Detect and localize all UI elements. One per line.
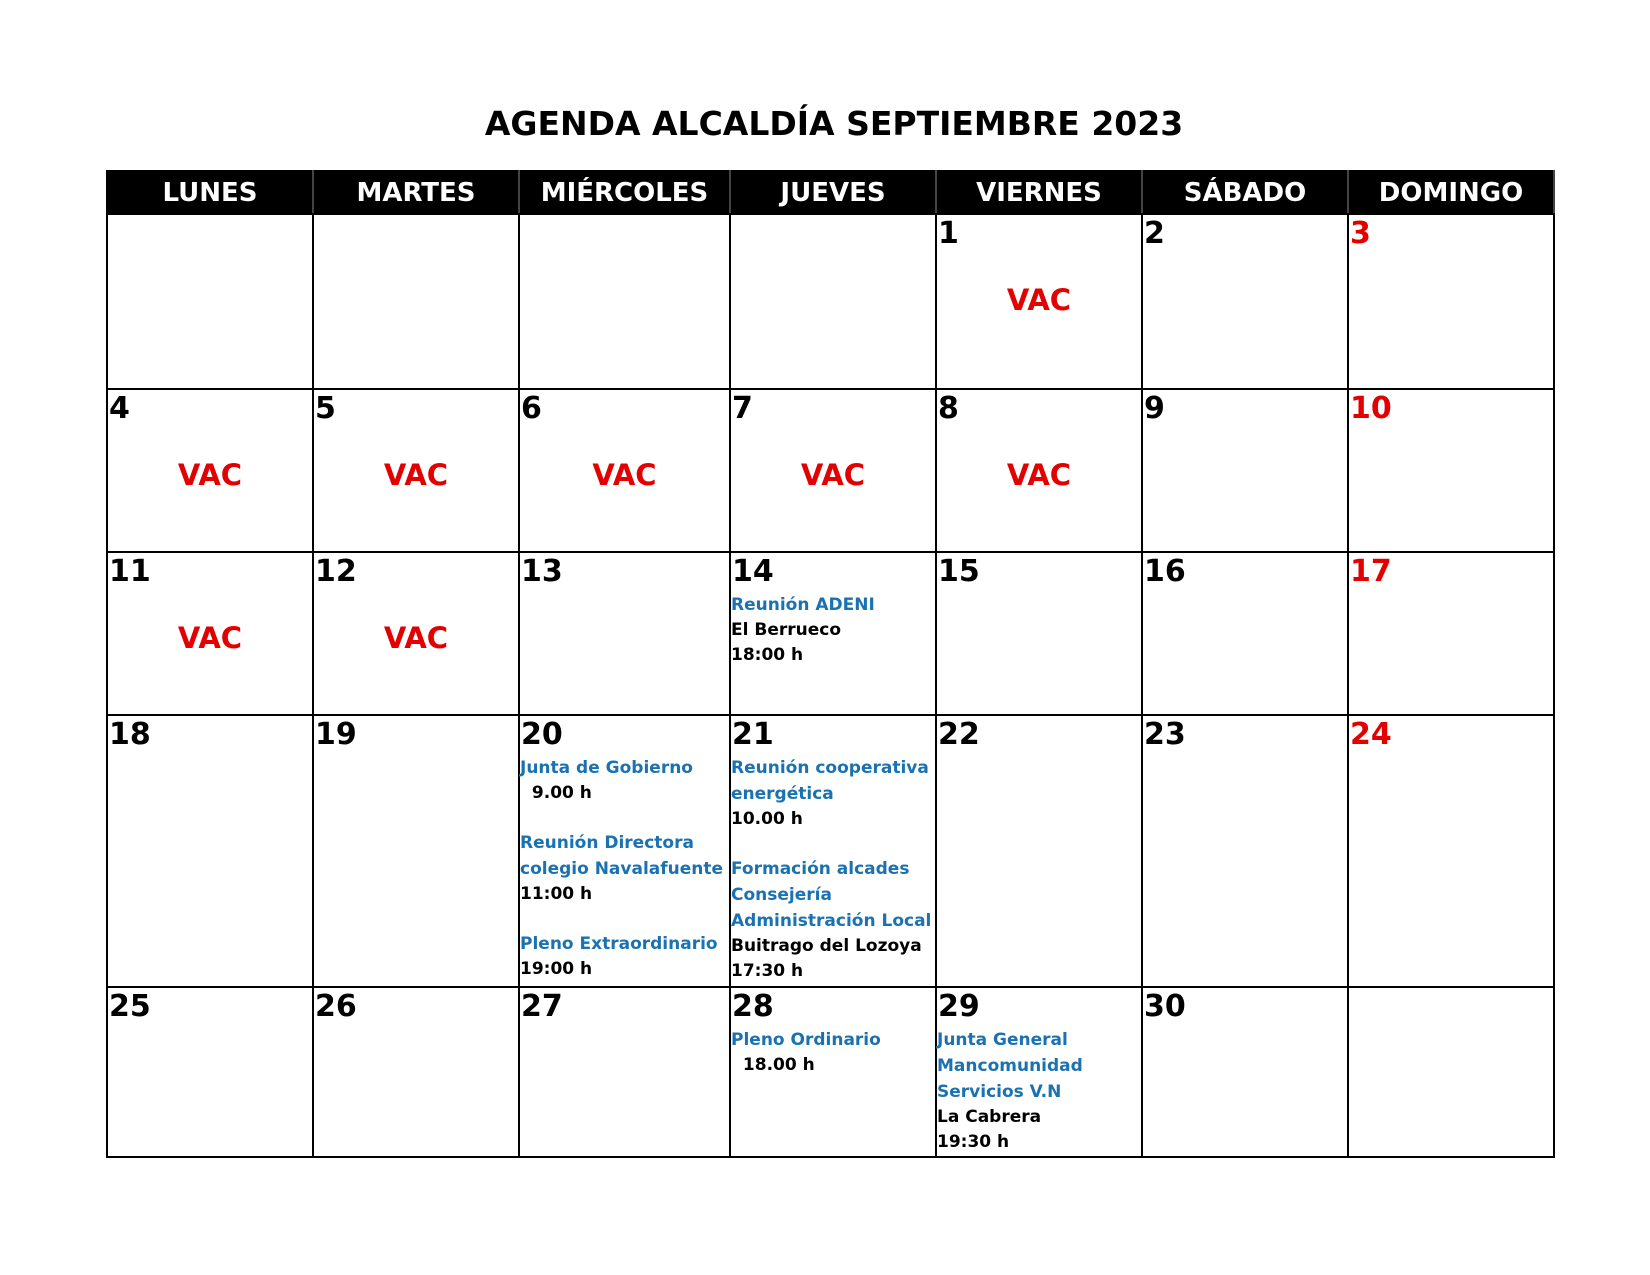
week-row: [107, 552, 1554, 715]
day-cell: [730, 389, 936, 552]
day-number: 16: [1144, 554, 1186, 589]
weekday-monday: LUNES: [107, 171, 313, 214]
calendar-grid: [106, 170, 1555, 1158]
event-title: Mancomunidad: [937, 1056, 1083, 1076]
weekday-tuesday: MARTES: [313, 171, 519, 214]
day-cell-empty: [730, 214, 936, 389]
day-number: 3: [1350, 216, 1371, 251]
weekday-friday: VIERNES: [936, 171, 1142, 214]
event-title: energética: [731, 784, 834, 804]
day-number: 7: [732, 391, 753, 426]
event-time: 18.00 h: [737, 1055, 815, 1075]
weekday-sunday: DOMINGO: [1348, 171, 1554, 214]
event-place: Buitrago del Lozoya: [731, 936, 922, 956]
event-list: [520, 755, 729, 982]
day-number: 26: [315, 989, 357, 1024]
event-time: 9.00 h: [526, 783, 592, 803]
day-number: 4: [109, 391, 130, 426]
day-cell: [1142, 715, 1348, 987]
day-cell: [936, 552, 1142, 715]
vacation-label: VAC: [1006, 458, 1072, 492]
day-number: 12: [315, 554, 357, 589]
day-number: 8: [938, 391, 959, 426]
day-number: 9: [1144, 391, 1165, 426]
day-cell: [1142, 987, 1348, 1157]
vacation-label: VAC: [592, 458, 657, 492]
vacation-label: VAC: [383, 458, 449, 492]
day-number: 10: [1350, 391, 1392, 426]
event-list: [937, 1027, 1141, 1155]
day-cell: [313, 987, 519, 1157]
day-cell: [1348, 552, 1554, 715]
day-cell: [1142, 389, 1348, 552]
day-cell: [313, 715, 519, 987]
event-title: Junta de Gobierno: [520, 758, 693, 778]
event-place: La Cabrera: [937, 1107, 1042, 1127]
event-list: [731, 1027, 935, 1078]
event-title: Junta General: [937, 1030, 1068, 1050]
day-cell-empty: [107, 214, 313, 389]
event-title: Pleno Ordinario: [731, 1030, 881, 1050]
event-time: 11:00 h: [520, 884, 593, 904]
event-title: Pleno Extraordinario: [520, 934, 718, 954]
event-list: [731, 755, 935, 984]
vacation-label: VAC: [1006, 283, 1072, 317]
day-cell: [107, 987, 313, 1157]
day-number: 27: [521, 989, 563, 1024]
page-title: AGENDA ALCALDÍA SEPTIEMBRE 2023: [484, 104, 1184, 143]
day-cell-empty: [1348, 987, 1554, 1157]
day-number: 15: [938, 554, 980, 589]
day-cell: [313, 389, 519, 552]
day-cell: [313, 552, 519, 715]
vacation-label: VAC: [177, 621, 243, 655]
day-number: 25: [109, 989, 151, 1024]
day-number: 21: [732, 717, 774, 752]
day-number: 20: [521, 717, 563, 752]
day-cell: [730, 715, 936, 987]
day-cell: [1348, 389, 1554, 552]
day-cell: [107, 552, 313, 715]
event-title: colegio Navalafuente: [520, 859, 724, 879]
day-cell: [936, 987, 1142, 1157]
day-cell: [107, 389, 313, 552]
event-place: El Berrueco: [731, 620, 842, 640]
day-number: 29: [938, 989, 980, 1024]
week-row: [107, 214, 1554, 389]
event-title: Formación alcades: [731, 859, 910, 879]
day-cell: [936, 389, 1142, 552]
day-number: 18: [109, 717, 151, 752]
event-time: 18:00 h: [731, 645, 804, 665]
event-title: Reunión Directora: [520, 833, 694, 853]
event-title: Reunión ADENI: [731, 595, 875, 615]
day-cell: [936, 214, 1142, 389]
day-cell: [519, 715, 730, 987]
vacation-label: VAC: [800, 458, 866, 492]
day-number: 6: [521, 391, 542, 426]
day-cell-empty: [519, 214, 730, 389]
day-number: 28: [732, 989, 774, 1024]
event-time: 19:00 h: [520, 959, 593, 979]
weekday-wednesday: MIÉRCOLES: [519, 171, 730, 214]
day-cell: [1348, 715, 1554, 987]
weekday-thursday: JUEVES: [730, 171, 936, 214]
day-number: 22: [938, 717, 980, 752]
day-cell: [730, 552, 936, 715]
event-list: [731, 592, 935, 668]
event-title: Administración Local: [731, 911, 932, 931]
day-cell: [519, 987, 730, 1157]
day-cell: [936, 715, 1142, 987]
day-number: 5: [315, 391, 336, 426]
event-title: Servicios V.N: [937, 1082, 1062, 1102]
week-row: [107, 389, 1554, 552]
day-cell-empty: [313, 214, 519, 389]
event-title: Reunión cooperativa: [731, 758, 929, 778]
day-number: 1: [938, 216, 959, 251]
event-time: 19:30 h: [937, 1132, 1010, 1152]
weekday-saturday: SÁBADO: [1142, 171, 1348, 214]
day-cell: [519, 552, 730, 715]
day-number: 11: [109, 554, 151, 589]
day-number: 24: [1350, 717, 1392, 752]
day-number: 14: [732, 554, 774, 589]
day-number: 19: [315, 717, 357, 752]
day-cell: [519, 389, 730, 552]
day-cell: [107, 715, 313, 987]
vacation-label: VAC: [383, 621, 449, 655]
week-row: [107, 715, 1554, 987]
vacation-label: VAC: [177, 458, 243, 492]
day-number: 2: [1144, 216, 1165, 251]
day-cell: [1142, 214, 1348, 389]
week-row: [107, 987, 1554, 1157]
day-cell: [1142, 552, 1348, 715]
day-number: 30: [1144, 989, 1186, 1024]
event-title: Consejería: [731, 885, 832, 905]
day-number: 17: [1350, 554, 1392, 589]
weekday-header-row: [107, 171, 1554, 214]
event-time: 10.00 h: [731, 809, 803, 829]
day-number: 13: [521, 554, 563, 589]
day-cell: [730, 987, 936, 1157]
day-number: 23: [1144, 717, 1186, 752]
event-time: 17:30 h: [731, 961, 804, 981]
day-cell: [1348, 214, 1554, 389]
